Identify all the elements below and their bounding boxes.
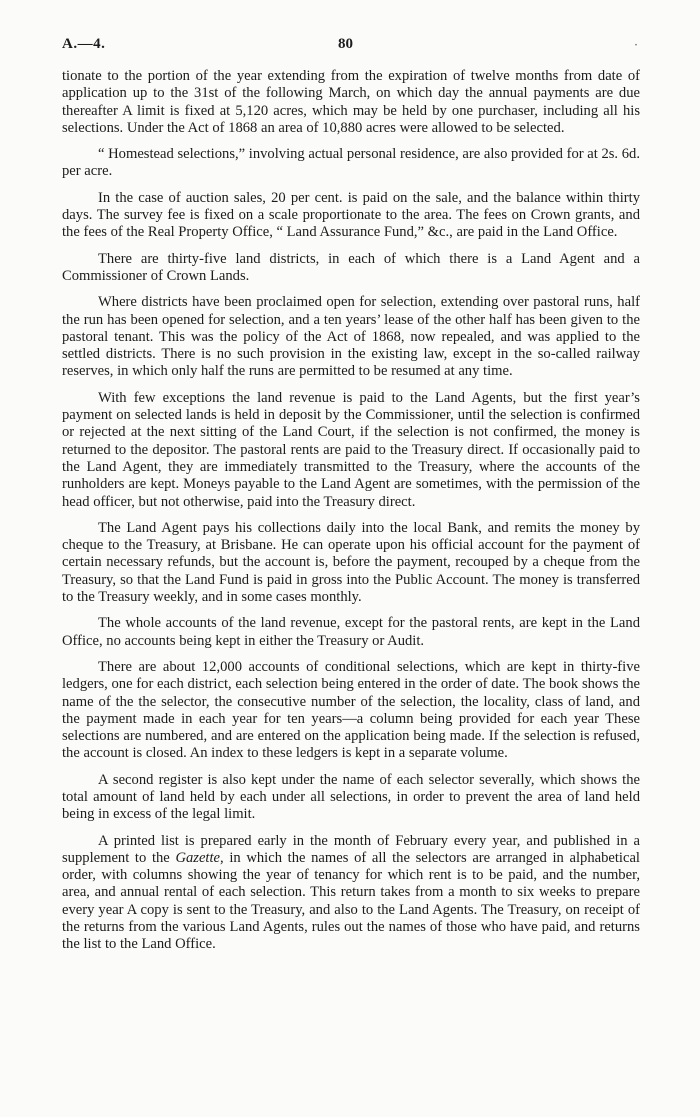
paragraph-pastoral-runs: Where districts have been proclaimed open for selection, extending over pastoral runs, half the run has been opened for selection, and a ten years’ lease of the other half has been given to the pastoral tenant. This was the policy of the Act of 1868, now repealed, and was applied to the settled districts. There is no such provision in the existing law, except in the so-called railway reserves, in which only half the runs are permitted to be resumed at any time. xyxy=(62,294,640,380)
printed-list-text-end: , in which the names of all the selectors are arranged in alphabetical order, with columns showing the year of tenancy for which rent is to be paid, and the number, area, and annual rental of each selection. This return takes from a month to six weeks to prepare every year A copy is sent to the Treasury, and also to the Land Agents. The Treasury, on receipt of the returns from the various Land Agents, rules out the names of those who have paid, and returns the list to the Land Office. xyxy=(62,849,640,953)
paragraph-land-agent-collections: The Land Agent pays his collections daily into the local Bank, and remits the money by cheque to the Treasury, at Brisbane. He can operate upon his official account for the payment of certain necessary refunds, but the account is, before the payment, recouped by a cheque from the Treasury, so that the Land Fund is paid in gross into the Public Account. The money is transferred to the Treasury weekly, and in some cases monthly. xyxy=(62,519,640,606)
paragraph-printed-list xyxy=(62,833,640,954)
gazette-title: Gazette xyxy=(175,849,221,866)
paragraph-land-districts: There are thirty-five land districts, in each of which there is a Land Agent and a Commissioner of Crown Lands. xyxy=(62,250,640,284)
page-number: 80 xyxy=(338,36,353,52)
paragraph-auction-sales: In the case of auction sales, 20 per cent. is paid on the sale, and the balance within thirty days. The survey fee is fixed on a scale proportionate to the area. The fees on Crown grants, and the fees of the Real Property Office, “ Land Assurance Fund,” &c., are paid in the Land Office. xyxy=(62,189,640,241)
paragraph-land-revenue: With few exceptions the land revenue is paid to the Land Agents, but the first year’s payment on selected lands is held in deposit by the Commissioner, until the selection is confirmed or rejected at the next sitting of the Land Court, if the selection is not confirmed, the money is returned to the depositor. The pastoral rents are paid to the Treasury direct. If occasionally paid to the Land Agent, they are immediately transmitted to the Treasury, where the accounts of the runholders are kept. Moneys payable to the Land Agent are sometimes, with the permission of the head officer, but not otherwise, paid into the Treasury direct. xyxy=(62,389,640,510)
margin-mark: · xyxy=(634,38,638,52)
paragraph-homestead-selections: “ Homestead selections,” involving actual personal residence, are also provided for at 2s. 6d. per acre. xyxy=(62,146,640,180)
page-header xyxy=(62,36,640,58)
paragraph-continuation: tionate to the portion of the year extending from the expiration of twelve months from date of application up to the 31st of the following March, on which day the annual payments are due thereafter A limit is fixed at 5,120 acres, which may be held by one purchaser, including all his selections. Under the Act of 1868 an area of 10,880 acres were allowed to be selected. xyxy=(62,68,640,136)
body-text xyxy=(62,68,640,963)
paragraph-conditional-selections: There are about 12,000 accounts of conditional selections, which are kept in thirty-five ledgers, one for each district, each selection being entered in the order of date. The book shows the name of the the selector, the consecutive number of the selection, the locality, class of land, and the payment made in each year for ten years—a column being provided for each year These selections are numbered, and are entered on the application being made. If the selection is refused, the account is closed. An index to these ledgers is kept in a separate volume. xyxy=(62,658,640,762)
paragraph-second-register: A second register is also kept under the name of each selector severally, which shows the total amount of land held by each under all selections, in order to prevent the area of land held being in excess of the legal limit. xyxy=(62,771,640,823)
paragraph-whole-accounts: The whole accounts of the land revenue, except for the pastoral rents, are kept in the Land Office, no accounts being kept in either the Treasury or Audit. xyxy=(62,615,640,649)
printed-list-text-start: A printed list is prepared early in the month of February every year, and published in a supplement to the xyxy=(62,832,640,866)
page-reference: A.—4. xyxy=(62,36,106,52)
